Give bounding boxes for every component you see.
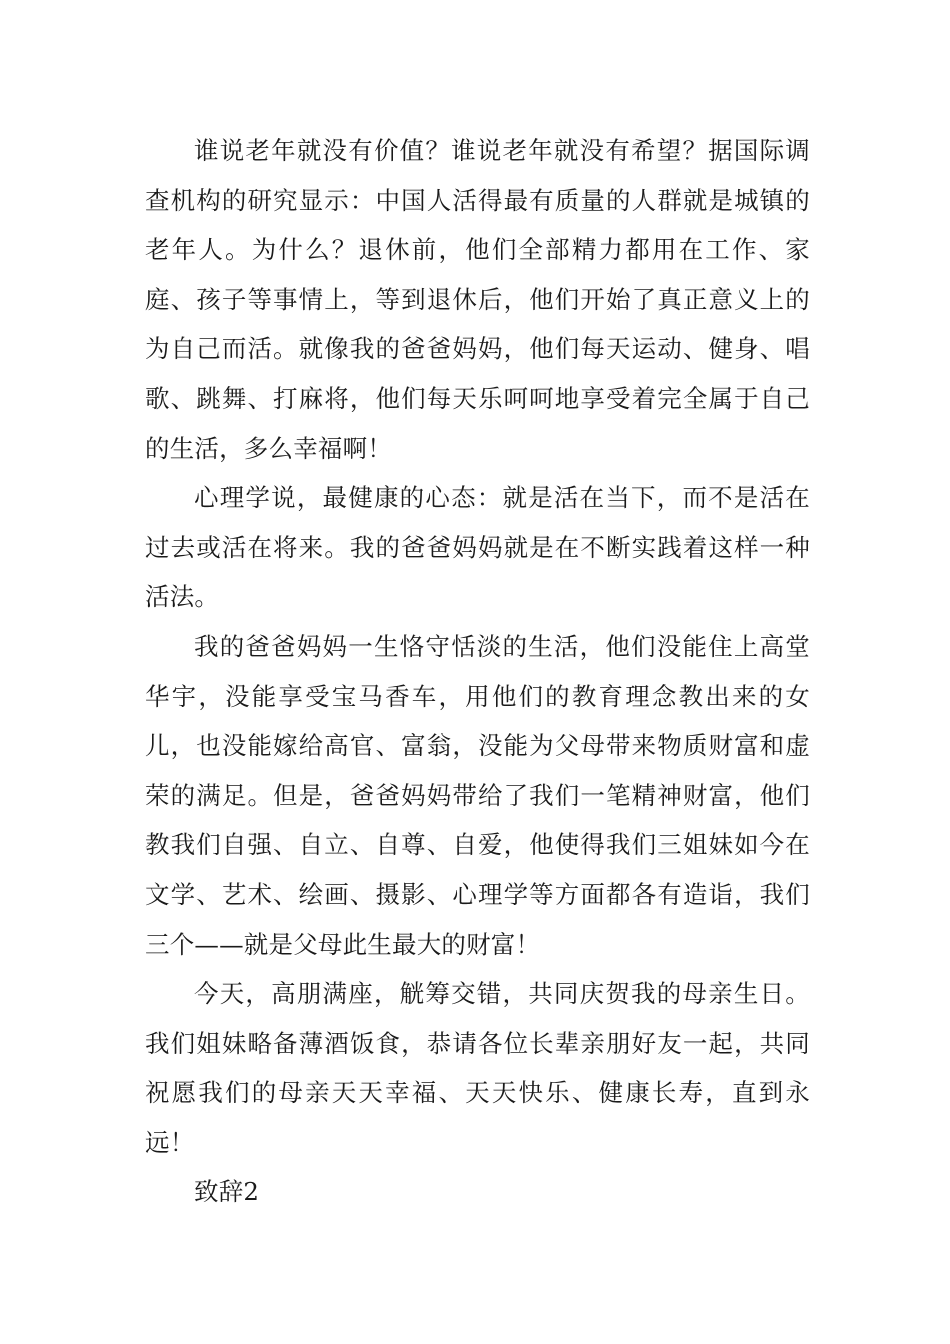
paragraph-birthday-celebration: 今天，高朋满座，觥筹交错，共同庆贺我的母亲生日。我们姐妹略备薄酒饭食，恭请各位长辈亲朋好友一起，共同祝愿我们的母亲天天幸福、天天快乐、健康长寿，直到永远！ [145, 979, 810, 1157]
section-heading: 致辞2 [194, 1177, 260, 1207]
paragraph-elderly-value: 谁说老年就没有价值？谁说老年就没有希望？据国际调查机构的研究显示：中国人活得最有质量的人群就是城镇的老年人。为什么？退休前，他们全部精力都用在工作、家庭、孩子等事情上，等到退休后，他们开始了真正意义上的为自己而活。就像我的爸爸妈妈，他们每天运动、健身、唱歌、跳舞、打麻将，他们每天乐呵呵地享受着完全属于自己的生活，多么幸福啊！ [145, 136, 810, 463]
paragraph-spiritual-wealth: 我的爸爸妈妈一生恪守恬淡的生活，他们没能住上高堂华宇，没能享受宝马香车，用他们的教育理念教出来的女儿，也没能嫁给高官、富翁，没能为父母带来物质财富和虚荣的满足。但是，爸爸妈妈带给了我们一笔精神财富，他们教我们自强、自立、自尊、自爱，他使得我们三姐妹如今在文学、艺术、绘画、摄影、心理学等方面都各有造诣，我们三个——就是父母此生最大的财富！ [145, 631, 810, 959]
paragraph-healthy-mindset: 心理学说，最健康的心态：就是活在当下，而不是活在过去或活在将来。我的爸爸妈妈就是在不断实践着这样一种活法。 [145, 483, 810, 612]
document-body [145, 126, 810, 1217]
